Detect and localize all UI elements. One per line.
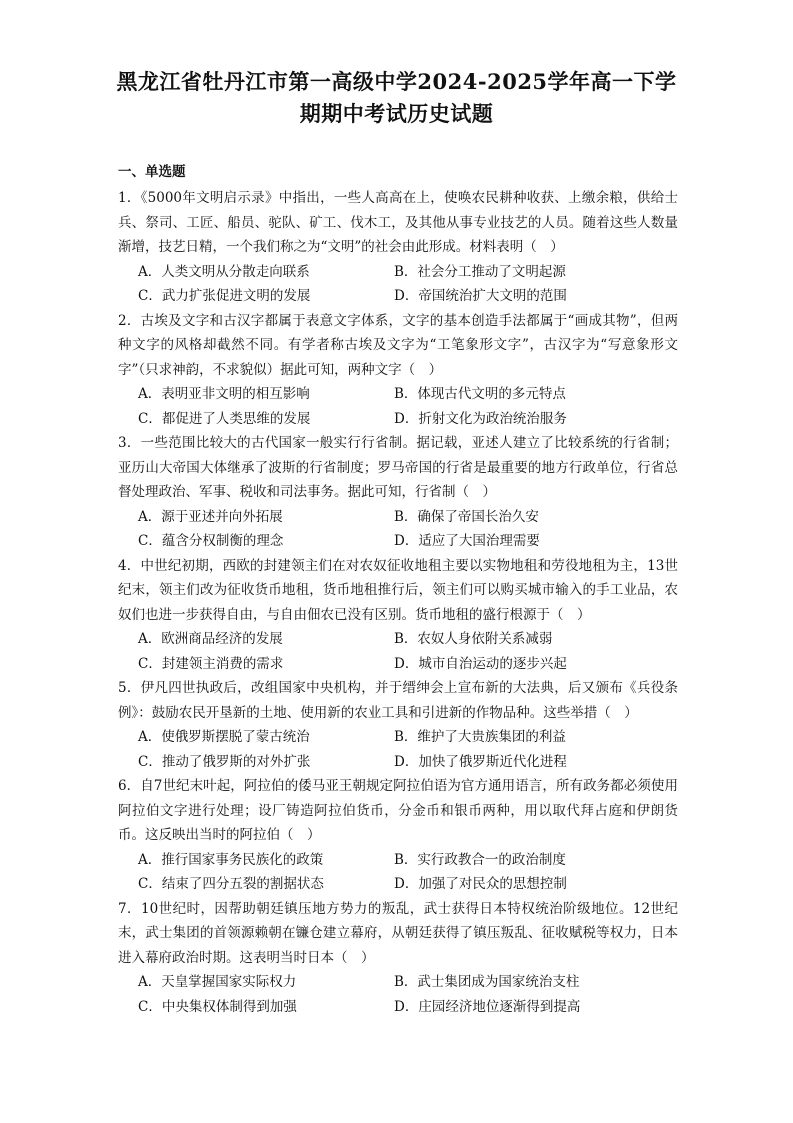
option-d: D．城市自治运动的逐步兴起	[394, 655, 567, 672]
option-b: B．农奴人身依附关系减弱	[394, 631, 553, 647]
option-c: C．都促进了人类思维的发展	[138, 410, 311, 427]
option-a: A．推行国家事务民族化的政策	[138, 851, 324, 868]
question-options	[138, 260, 678, 309]
option-d: D．加强了对民众的思想控制	[394, 876, 567, 892]
question-stem: 7．10世纪时，因帮助朝廷镇压地方势力的叛乱，武士获得日本特权统治阶级地位。12世纪末，武士集团的首领源赖朝在镰仓建立幕府，从朝廷获得了镇压叛乱、征收赋税等权力，日本进入幕府政治时期。这表明当时日本（ ）	[118, 900, 678, 966]
question-options	[138, 725, 678, 774]
question-stem: 6．自7世纪末叶起，阿拉伯的倭马亚王朝规定阿拉伯语为官方通用语言，所有政务都必须使用阿拉伯文字进行处理；设厂铸造阿拉伯货币，分金币和银币两种，用以取代拜占庭和伊朗货币。这反映出当时的阿拉伯（ ）	[118, 778, 678, 843]
option-a: A．源于亚述并向外拓展	[138, 508, 283, 525]
option-a: A．人类文明从分散走向联系	[138, 263, 310, 280]
option-a: A．欧洲商品经济的发展	[138, 631, 283, 647]
question-stem: 2．古埃及文字和古汉字都属于表意文字体系，文字的基本创造手法都属于“画成其物”，但两种文字的风格却截然不同。有学者称古埃及文字为“工笔象形文字”，古汉字为“写意象形文字”（只求神韵，不求貌似）据此可知，两种文字（ ）	[118, 312, 678, 378]
exam-title	[60, 66, 733, 130]
option-c: C．结束了四分五裂的割据状态	[138, 876, 324, 892]
option-d: D．庄园经济地位逐渐得到提高	[394, 998, 581, 1015]
option-a: A．使俄罗斯摆脱了蒙古统治	[138, 729, 310, 745]
option-b: B．体现古代文明的多元特点	[394, 386, 566, 402]
option-c: C．推动了俄罗斯的对外扩张	[138, 753, 311, 770]
option-c: C．封建领主消费的需求	[138, 655, 284, 672]
option-d: D．折射文化为政治统治服务	[394, 410, 567, 427]
option-c: C．蕴含分权制衡的理念	[138, 533, 284, 549]
question-stem: 3．一些范围比较大的古代国家一般实行行省制。据记载，亚述人建立了比较系统的行省制；亚历山大帝国大体继承了波斯的行省制度；罗马帝国的行省是最重要的地方行政单位，行省总督处理政治、军事、税收和司法事务。据此可知，行省制（ ）	[118, 435, 678, 500]
title-line-2: 期期中考试历史试题	[299, 101, 494, 126]
option-a: A．天皇掌握国家实际权力	[138, 974, 297, 990]
section-heading: 一、单选题	[118, 164, 186, 180]
question-3	[118, 431, 678, 554]
option-b: B．社会分工推动了文明起源	[394, 263, 566, 280]
question-options	[138, 627, 678, 676]
option-c: C．中央集权体制得到加强	[138, 998, 297, 1015]
question-1	[118, 186, 678, 309]
option-a: A．表明亚非文明的相互影响	[138, 386, 310, 402]
question-6	[118, 774, 678, 897]
question-options	[138, 382, 678, 431]
question-stem: 4．中世纪初期，西欧的封建领主们在对农奴征收地租主要以实物地租和劳役地租为主，13世纪末，领主们改为征收货币地租，货币地租推行后，领主们可以购买城市输入的手工业品，农奴们也进一步获得自由，与自由佃农已没有区别。货币地租的盛行根源于（ ）	[118, 557, 678, 623]
option-b: B．确保了帝国长治久安	[394, 508, 539, 525]
option-b: B．维护了大贵族集团的利益	[394, 729, 566, 745]
option-d: D．适应了大国治理需要	[394, 533, 540, 549]
question-5	[118, 676, 678, 774]
title-line-1: 黑龙江省牡丹江市第一高级中学2024-2025学年高一下学	[116, 69, 677, 94]
option-d: D．加快了俄罗斯近代化进程	[394, 753, 567, 770]
question-2	[118, 309, 678, 432]
question-options	[138, 970, 678, 1019]
question-options	[138, 505, 678, 554]
question-list	[118, 186, 678, 1019]
option-b: B．武士集团成为国家统治支柱	[394, 974, 580, 990]
question-stem: 5．伊凡四世执政后，改组国家中央机构，并于缙绅会上宣布新的大法典，后又颁布《兵役条例》：鼓励农民开垦新的土地、使用新的农业工具和引进新的作物品种。这些举措（ ）	[118, 680, 678, 721]
question-7	[118, 897, 678, 1020]
option-d: D．帝国统治扩大文明的范围	[394, 288, 567, 304]
option-c: C．武力扩张促进文明的发展	[138, 288, 311, 304]
question-options	[138, 848, 678, 897]
option-b: B．实行政教合一的政治制度	[394, 851, 566, 868]
question-4	[118, 554, 678, 677]
question-stem: 1．《5000年文明启示录》中指出，一些人高高在上，使唤农民耕种收获、上缴余粮，供给士兵、祭司、工匠、船员、驼队、矿工、伐木工，及其他从事专业技艺的人员。随着这些人数量渐增，技艺日精，一个我们称之为“文明”的社会由此形成。材料表明（ ）	[118, 190, 678, 255]
